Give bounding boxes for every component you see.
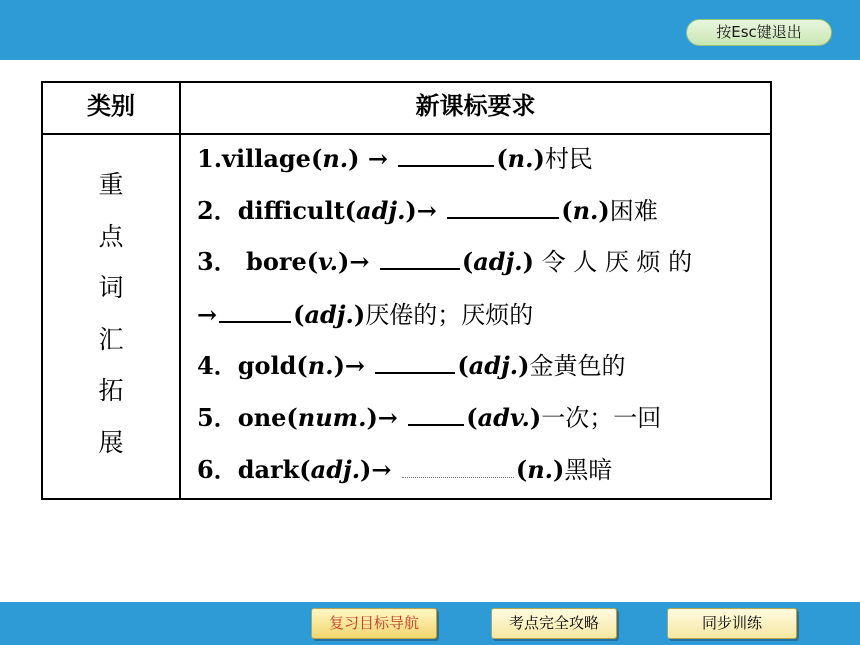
vocab-table	[41, 81, 772, 500]
review-goals-button[interactable]: 复习目标导航	[311, 608, 437, 639]
header-requirement: 新课标要求	[415, 92, 536, 120]
table-header-row	[43, 83, 770, 135]
vocab-line-5: 5．one(num.)→ (adv.)一次；一回	[197, 398, 661, 438]
answer-blank[interactable]	[447, 191, 559, 219]
category-char: 拓	[98, 376, 124, 405]
vocab-line-3: 3． bore(v.)→ (adj.) 令 人 厌 烦 的	[197, 242, 692, 282]
category-char: 重	[98, 170, 124, 199]
answer-blank[interactable]	[402, 451, 514, 478]
column-divider	[179, 83, 181, 498]
vocab-line-6: 6．dark(adj.)→ (n.)黑暗	[197, 450, 612, 490]
vocab-line-3-cont: → (adj.)厌倦的；厌烦的	[197, 295, 533, 335]
answer-blank[interactable]	[398, 139, 494, 167]
vocab-line-2: 2．difficult(adj.)→ (n.)困难	[197, 191, 658, 231]
answer-blank[interactable]	[380, 242, 460, 270]
category-char: 展	[98, 427, 124, 457]
answer-blank[interactable]	[375, 346, 455, 374]
category-char: 汇	[98, 324, 124, 354]
header-category: 类别	[87, 92, 135, 120]
category-label	[43, 159, 179, 468]
category-char: 点	[98, 221, 124, 251]
vocab-line-4: 4．gold(n.)→ (adj.)金黄色的	[197, 346, 625, 386]
vocab-line-1: 1.village(n.) → (n.)村民	[197, 139, 593, 179]
key-points-button[interactable]: 考点完全攻略	[491, 608, 617, 639]
answer-blank[interactable]	[219, 295, 291, 323]
exit-button[interactable]: 按Esc键退出	[686, 19, 832, 46]
answer-blank[interactable]	[408, 398, 464, 426]
category-char: 词	[98, 273, 124, 302]
practice-button[interactable]: 同步训练	[667, 608, 797, 639]
